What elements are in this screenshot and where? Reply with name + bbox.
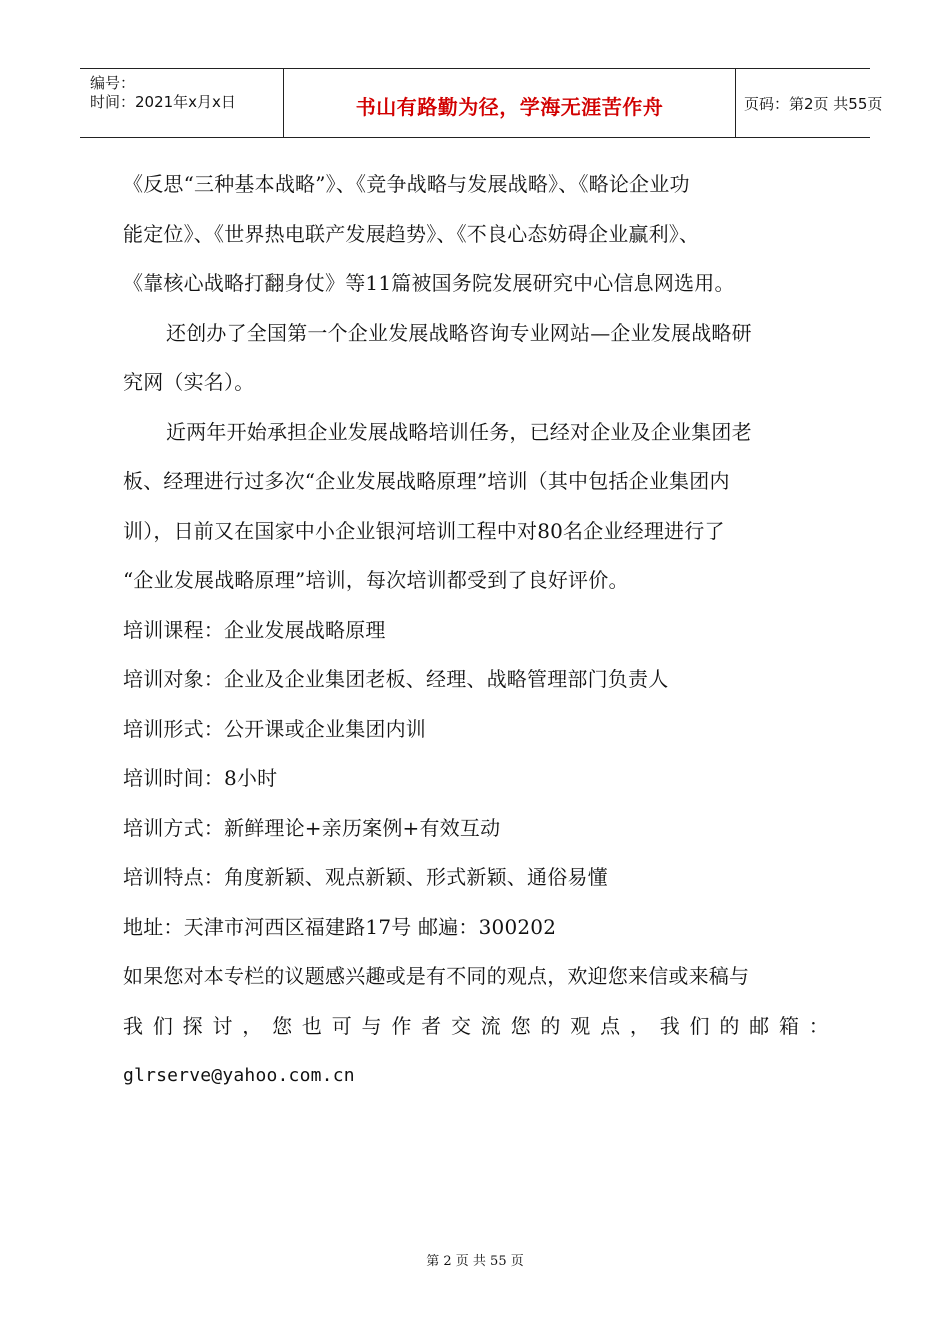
training-duration-line: 培训时间：8小时: [123, 766, 278, 790]
paragraph-line: 能定位》、《世界热电联产发展趋势》、《不良心态妨碍企业赢利》、: [123, 221, 700, 246]
header-meta-cell: [80, 69, 284, 137]
training-course-line: 培训课程：企业发展战略原理: [123, 617, 386, 642]
email-address: glrserve@yahoo.com.cn: [123, 1065, 355, 1086]
paragraph-line: 板、经理进行过多次“企业发展战略原理”培训（其中包括企业集团内: [123, 469, 730, 493]
paragraph-line: 近两年开始承担企业发展战略培训任务，已经对企业及企业集团老: [166, 419, 752, 444]
paragraph-line: 究网（实名）。: [123, 370, 255, 394]
document-body: [123, 160, 829, 1101]
page-footer: 第 2 页 共 55 页: [426, 1254, 524, 1269]
paragraph-line: 如果您对本专栏的议题感兴趣或是有不同的观点，欢迎您来信或来稿与: [123, 964, 750, 988]
paragraph-line: 还创办了全国第一个企业发展战略咨询专业网站—企业发展战略研: [166, 320, 752, 345]
paragraph-line: 《反思“三种基本战略”》、《竞争战略与发展战略》、《略论企业功: [123, 172, 690, 196]
training-features-line: 培训特点：角度新颖、观点新颖、形式新颖、通俗易懂: [123, 865, 608, 889]
training-format-line: 培训形式：公开课或企业集团内训: [123, 716, 426, 741]
header-motto: 书山有路勤为径，学海无涯苦作舟: [355, 95, 664, 119]
document-number-label: 编号：: [90, 74, 136, 92]
address-line: 地址：天津市河西区福建路17号 邮遍：300202: [123, 914, 557, 939]
paragraph-line: 我们探讨，您也可与作者交流您的观点，我们的邮箱：: [123, 1013, 829, 1038]
header-motto-cell: [284, 69, 736, 137]
document-header: [80, 68, 883, 138]
paragraph-line: 《靠核心战略打翻身仗》等11篇被国务院发展研究中心信息网选用。: [123, 271, 735, 295]
paragraph-line: 训），日前又在国家中小企业银河培训工程中对80名企业经理进行了: [123, 518, 725, 543]
header-page-cell: [736, 69, 883, 137]
paragraph-line: “企业发展战略原理”培训，每次培训都受到了良好评价。: [123, 568, 629, 592]
header-page-label: 页码：第2页 共55页: [744, 95, 883, 113]
training-method-line: 培训方式：新鲜理论+亲历案例+有效互动: [123, 815, 501, 840]
document-date-label: 时间：2021年x月x日: [90, 93, 236, 111]
training-audience-line: 培训对象：企业及企业集团老板、经理、战略管理部门负责人: [123, 667, 669, 691]
